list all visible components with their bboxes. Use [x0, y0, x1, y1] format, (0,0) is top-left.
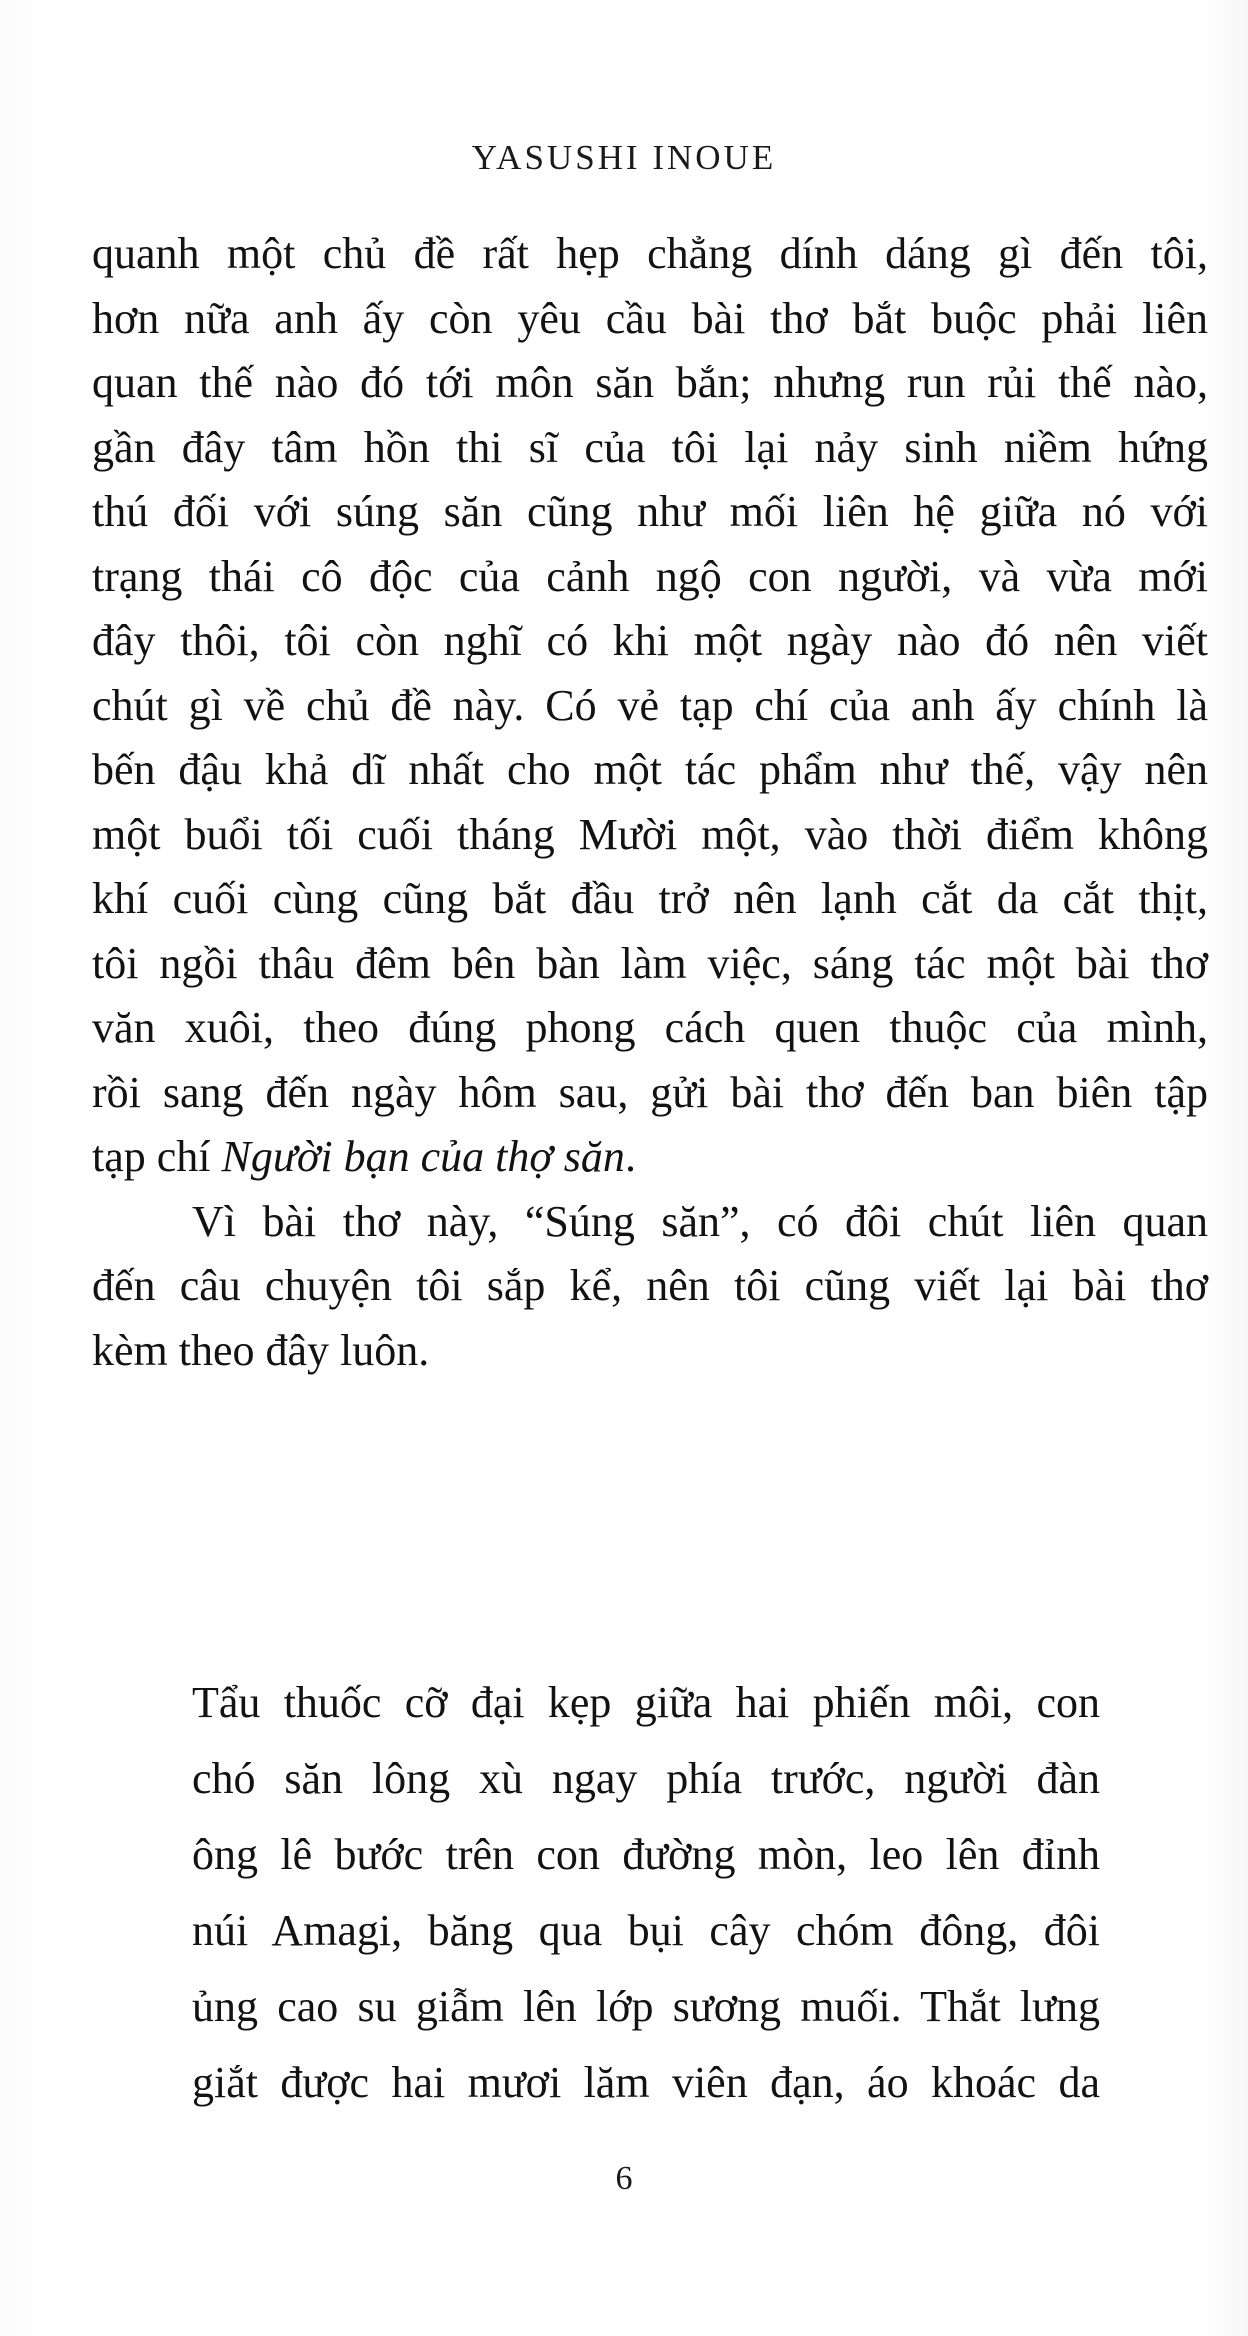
page-number: 6 — [615, 2160, 633, 2197]
poem-line: chó săn lông xù ngay phía trước, người đàn — [192, 1754, 1100, 1803]
paragraph-2 — [92, 1190, 1208, 1384]
text-line: đến câu chuyện tôi sắp kể, nên tôi cũng viết lại bài thơ — [92, 1261, 1208, 1310]
poem-line: ủng cao su giẫm lên lớp sương muối. Thắt lưng — [192, 1982, 1100, 2031]
magazine-title-italic: Người bạn của thợ săn — [221, 1132, 625, 1181]
text-line: rồi sang đến ngày hôm sau, gửi bài thơ đến ban biên tập — [92, 1067, 1208, 1117]
text-line: Vì bài thơ này, “Súng săn”, có đôi chút liên quan — [192, 1196, 1208, 1246]
text-line: hơn nữa anh ấy còn yêu cầu bài thơ bắt buộc phải liên — [92, 293, 1208, 343]
text-line: chút gì về chủ đề này. Có vẻ tạp chí của anh ấy chính là — [92, 680, 1208, 730]
text-line-with-magazine-title — [92, 1125, 1208, 1190]
prose-body — [92, 222, 1208, 1383]
poem-line: giắt được hai mươi lăm viên đạn, áo khoác da — [192, 2058, 1100, 2107]
text-line: tôi ngồi thâu đêm bên bàn làm việc, sáng tác một bài thơ — [92, 938, 1208, 988]
text-line: trạng thái cô độc của cảnh ngộ con người, và vừa mới — [92, 551, 1208, 601]
text-line: một buổi tối cuối tháng Mười một, vào thời điểm không — [92, 809, 1208, 859]
text-line: kèm theo đây luôn. — [92, 1325, 430, 1375]
poem-line: ông lê bước trên con đường mòn, leo lên đỉnh — [192, 1830, 1100, 1879]
poem-line: Tẩu thuốc cỡ đại kẹp giữa hai phiến môi, con — [192, 1678, 1100, 1727]
text-line: đây thôi, tôi còn nghĩ có khi một ngày nào đó nên viết — [92, 616, 1208, 665]
prose-poem-block — [192, 1665, 1100, 2121]
running-header-author: YASUSHI INOUE — [471, 138, 777, 177]
text-line: thú đối với súng săn cũng như mối liên hệ giữa nó với — [92, 487, 1208, 536]
poem-line: núi Amagi, băng qua bụi cây chóm đông, đôi — [192, 1906, 1100, 1955]
text-line: quanh một chủ đề rất hẹp chẳng dính dáng gì đến tôi, — [92, 229, 1208, 278]
text-line: quan thế nào đó tới môn săn bắn; nhưng run rủi thế nào, — [92, 358, 1208, 407]
paragraph-1 — [92, 222, 1208, 1190]
text-line: bến đậu khả dĩ nhất cho một tác phẩm như thế, vậy nên — [92, 745, 1208, 794]
text-fragment: . — [624, 1132, 636, 1181]
text-line: khí cuối cùng cũng bắt đầu trở nên lạnh cắt da cắt thịt, — [92, 874, 1208, 923]
text-fragment: tạp chí — [92, 1132, 222, 1181]
text-line: văn xuôi, theo đúng phong cách quen thuộc của mình, — [92, 1003, 1208, 1052]
text-line: gần đây tâm hồn thi sĩ của tôi lại nảy sinh niềm hứng — [92, 422, 1208, 472]
